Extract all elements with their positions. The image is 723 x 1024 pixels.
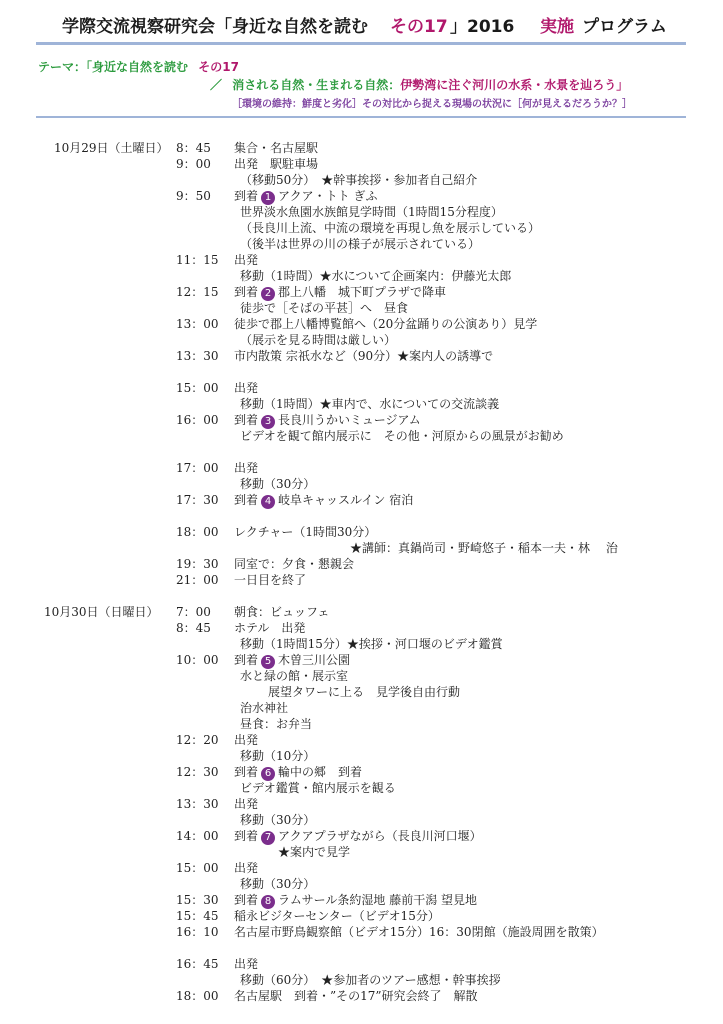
theme-line-3 [232,95,632,110]
schedule-text [240,700,288,716]
schedule-text-content: 長良川うかいミュージアム [278,413,421,427]
schedule-text-content: 世界淡水魚園水族館見学時間（1時間15分程度） [240,205,503,219]
schedule-text [234,188,377,205]
schedule-text-content: ビデオを観て館内展示に その他・河原からの風景がお勧め [240,429,564,443]
schedule-text-content: （長良川上流、中流の環境を再現し魚を展示している） [240,221,541,235]
schedule-text-content: 出発 [234,797,259,811]
schedule-time: 17：00 [176,461,219,475]
schedule-text [234,860,258,876]
schedule-text-content: 治水神社 [240,701,289,715]
schedule-text [234,908,440,924]
schedule-text-content: 朝食：ビュッフェ [234,605,330,619]
schedule-time: 14：00 [176,829,219,843]
schedule-text-content: 移動（1時間15分）★挨拶・河口堰のビデオ鑑賞 [240,637,503,651]
schedule-text-content: 徒歩で［そばの平甚］へ 昼食 [240,301,409,315]
schedule-text-content: 岐阜キャッスルイン 宿泊 [278,493,414,507]
stop-number-badge: 6 [261,767,275,781]
schedule-text-content: 出発 [234,381,259,395]
schedule-text-content: 一日目を終了 [234,573,307,587]
arrival-label: 到着 [234,893,259,907]
schedule-text [240,268,511,284]
arrival-label: 到着 [234,493,259,507]
schedule-text [240,972,501,988]
schedule-text [240,876,315,892]
schedule-text-content: 徒歩で郡上八幡博覧館へ（20分盆踊りの公演あり）見学 [234,317,538,331]
schedule-text [240,636,503,652]
schedule-text-content: 昼食：お弁当 [240,717,313,731]
schedule-time: 16：00 [176,413,219,427]
schedule-text-content: 名古屋市野鳥観察館（ビデオ15分）16：30閉館（施設周囲を散策） [234,925,604,939]
schedule-text [234,556,354,572]
stop-number-badge: 5 [261,655,275,669]
schedule-text [234,492,413,509]
schedule-time: 7：00 [176,605,211,619]
schedule-text [234,988,478,1004]
schedule-text-content: ホテル 出発 [234,621,306,635]
schedule-text-content: 移動（30分） [240,877,316,891]
schedule-text-content: 稲永ビジターセンター（ビデオ15分） [234,909,440,923]
title-accent: その17 [390,17,448,37]
schedule-text [240,220,540,236]
title-main: 学際交流視察研究会「身近な自然を読む [62,17,368,37]
page-title [0,8,723,38]
schedule-text [234,412,421,429]
schedule-text-content: ビデオ鑑賞・館内展示を観る [240,781,396,795]
schedule-text-content: 移動（30分） [240,477,316,491]
schedule-text-content: レクチャー（1時間30分） [234,525,377,539]
schedule-text-content: 出発 駅駐車場 [234,157,319,171]
schedule-text-content: 木曽三川公園 [278,653,351,667]
schedule-text-content: 出発 [234,461,259,475]
schedule-text [234,316,537,332]
schedule-time: 15：00 [176,861,219,875]
schedule-text [234,460,258,476]
theme-line2-main: 消される自然・生まれる自然： [232,78,401,92]
arrival-label: 到着 [234,829,259,843]
schedule-text [240,668,348,684]
theme-label: テーマ： [38,60,87,74]
schedule-time: 9：00 [176,157,211,171]
schedule-text-content: 出発 [234,733,259,747]
stop-number-badge: 1 [261,191,275,205]
schedule-text-content: 移動（1時間）★水について企画案内：伊藤光太郎 [240,269,512,283]
schedule-text [234,924,604,940]
theme-line1-accent: その17 [198,60,239,74]
schedule-text [234,764,362,781]
schedule-time: 21：00 [176,573,219,587]
schedule-time: 16：10 [176,925,219,939]
arrival-label: 到着 [234,653,259,667]
schedule-text-content: 展望タワーに上る 見学後自由行動 [268,685,461,699]
title-program: プログラム [582,17,667,37]
schedule-text [240,172,477,188]
schedule-time: 12：15 [176,285,219,299]
schedule-text [240,396,499,412]
schedule-text [240,748,315,764]
schedule-time: 8：45 [176,621,211,635]
schedule-text-content: 出発 [234,861,259,875]
schedule-text [234,524,376,540]
schedule-text [234,252,258,268]
schedule-text-content: 水と緑の館・展示室 [240,669,349,683]
schedule-time: 9：50 [176,189,211,203]
header-rule-top [36,42,686,45]
schedule-text [268,684,460,700]
schedule-time: 19：30 [176,557,219,571]
schedule-text-content: （展示を見る時間は厳しい） [240,333,397,347]
stop-number-badge: 8 [261,895,275,909]
theme-line-1 [38,58,239,75]
schedule-text [234,732,258,748]
schedule-text [240,716,312,732]
header-rule-bottom [36,116,686,118]
schedule-text-content: アクアプラザながら（長良川河口堰） [278,829,482,843]
schedule-text [234,828,482,845]
schedule-text [234,604,329,620]
stop-number-badge: 3 [261,415,275,429]
schedule-text [240,204,503,220]
schedule-text-content: アクア・トト ぎふ [278,189,378,203]
theme-line1-text: 「身近な自然を読む [86,60,189,74]
schedule-text [234,156,318,172]
schedule-time: 13：30 [176,349,219,363]
schedule-text-content: 名古屋駅 到着・”その17”研究会終了 解散 [234,989,478,1003]
theme-slash: ／ [210,78,223,92]
schedule-text [234,620,305,636]
schedule-text-content: ラムサール条約湿地 藤前干潟 望見地 [278,893,478,907]
schedule-time: 18：00 [176,989,219,1003]
schedule-text [234,572,306,588]
schedule-text [234,140,318,156]
schedule-text [240,812,315,828]
schedule-text [240,236,480,252]
title-year: 」2016 [450,17,515,37]
schedule-text-content: 市内散策 宗祇水など（90分）★案内人の誘導で [234,349,494,363]
arrival-label: 到着 [234,189,259,203]
schedule-time: 16：45 [176,957,219,971]
schedule-time: 17：30 [176,493,219,507]
schedule-text-content: 移動（30分） [240,813,316,827]
title-jisshi: 実施 [540,17,574,37]
arrival-label: 到着 [234,765,259,779]
schedule-time: 12：30 [176,765,219,779]
schedule-day: 10月30日（日曜日） [44,605,159,619]
theme-line2-accent: 伊勢湾に注ぐ河川の水系・水景を辿ろう」 [400,78,629,92]
schedule-text-content: 移動（1時間）★車内で、水についての交流談義 [240,397,500,411]
theme-line3-text: ［環境の維持：鮮度と劣化］その対比から捉える現場の状況に［何が見えるだろうか？］ [232,99,632,110]
schedule-day: 10月29日（土曜日） [54,141,169,155]
schedule-text-content: 移動（60分） ★参加者のツアー感想・幹事挨拶 [240,973,501,987]
schedule-time: 15：00 [176,381,219,395]
schedule-text-content: （移動50分） ★幹事挨拶・参加者自己紹介 [240,173,478,187]
schedule-text-content: ★講師：真鍋尚司・野崎悠子・稲本一夫・林 治 [350,541,618,555]
schedule-text-content: （後半は世界の川の様子が展示されている） [240,237,481,251]
schedule-time: 15：45 [176,909,219,923]
schedule-time: 10：00 [176,653,219,667]
schedule-text [234,348,493,364]
schedule-text [234,892,477,909]
schedule-text [234,284,446,301]
stop-number-badge: 4 [261,495,275,509]
schedule-time: 8：45 [176,141,211,155]
schedule-time: 12：20 [176,733,219,747]
schedule-text [240,332,396,348]
schedule-text [234,956,258,972]
schedule-text-content: 出発 [234,957,259,971]
schedule-time: 13：00 [176,317,219,331]
arrival-label: 到着 [234,413,259,427]
schedule-text [240,780,396,796]
schedule-text-content: 出発 [234,253,259,267]
schedule-time: 11：15 [176,253,219,267]
schedule-text [234,796,258,812]
schedule-time: 15：30 [176,893,219,907]
schedule-text [278,844,350,860]
schedule-text-content: ★案内で見学 [278,845,351,859]
schedule-text-content: 移動（10分） [240,749,316,763]
schedule-text [240,428,564,444]
schedule-text [350,540,618,556]
schedule-time: 18：00 [176,525,219,539]
schedule-time: 13：30 [176,797,219,811]
schedule-text [234,380,258,396]
schedule-text-content: 同室で：夕食・懇親会 [234,557,355,571]
theme-line-2 [210,76,628,93]
schedule-text [234,652,350,669]
schedule-text [240,476,315,492]
schedule-text [240,300,408,316]
schedule-text-content: 郡上八幡 城下町プラザで降車 [278,285,447,299]
schedule-text-content: 輪中の郷 到着 [278,765,363,779]
arrival-label: 到着 [234,285,259,299]
schedule-text-content: 集合・名古屋駅 [234,141,319,155]
stop-number-badge: 7 [261,831,275,845]
stop-number-badge: 2 [261,287,275,301]
